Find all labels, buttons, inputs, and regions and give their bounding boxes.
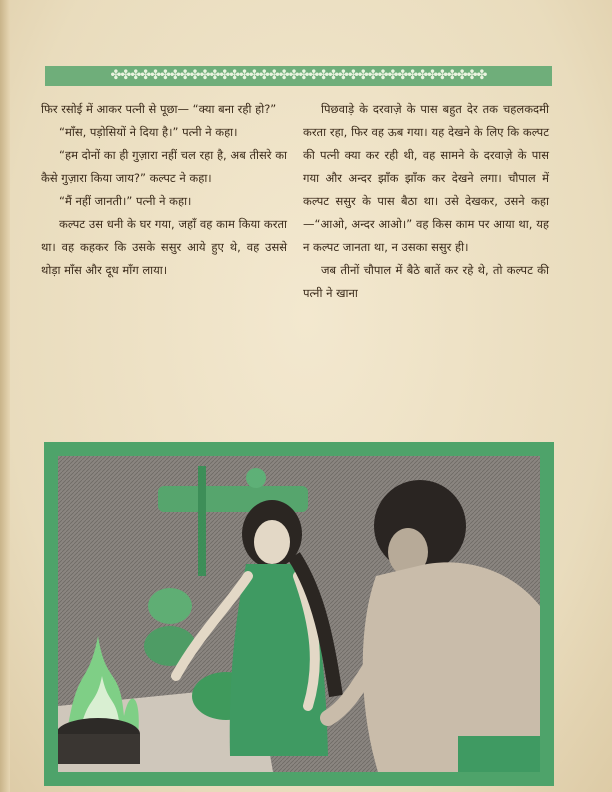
decorative-border bbox=[45, 66, 552, 86]
page-edge bbox=[0, 0, 10, 792]
paragraph: कल्पट उस धनी के घर गया, जहाँ वह काम किया करता था। वह कहकर कि उसके ससुर आये हुए थे, वह उससे थोड़ा माँस और दूध माँग लाया। bbox=[41, 217, 287, 277]
story-illustration bbox=[44, 442, 554, 786]
paragraph: “हम दोनों का ही गुज़ारा नहीं चल रहा है, अब तीसरे का कैसे गुज़ारा किया जाय?” कल्पट ने कहा। bbox=[41, 148, 287, 185]
text-column-left bbox=[41, 98, 287, 282]
paragraph: “मैं नहीं जानती।” पत्नी ने कहा। bbox=[59, 194, 192, 208]
paragraph: “माँस, पड़ोसियों ने दिया है।” पत्नी ने कहा। bbox=[59, 125, 238, 139]
text-column-right bbox=[303, 98, 549, 305]
paragraph: पिछवाड़े के दरवाज़े के पास बहुत देर तक चहलकदमी करता रहा, फिर वह ऊब गया। यह देखने के लिए कि कल्पट की पत्नी क्या कर रही थी, वह सामने के दरवाज़े के पास गया और अन्दर झाँक झाँक कर देखने लगा। चौपाल में कल्पट ससुर के पास बैठा था। उसे देखकर, उसने कहा—“आओ, अन्दर आओ।” वह किस काम पर आया था, यह न कल्पट जानता था, न उसका ससुर ही। bbox=[303, 102, 549, 254]
paragraph: जब तीनों चौपाल में बैठे बातें कर रहे थे, तो कल्पट की पत्नी ने खाना bbox=[303, 263, 549, 300]
ornament-icon: ✤✤✤✤✤✤✤✤✤✤✤✤✤✤✤✤✤✤✤✤✤✤✤✤✤✤✤✤✤✤✤✤✤✤✤✤✤✤ bbox=[110, 68, 487, 83]
paragraph: फिर रसोई में आकर पत्नी से पूछा— “क्या बना रही हो?” bbox=[41, 102, 277, 116]
kitchen-scene-image bbox=[58, 456, 540, 772]
